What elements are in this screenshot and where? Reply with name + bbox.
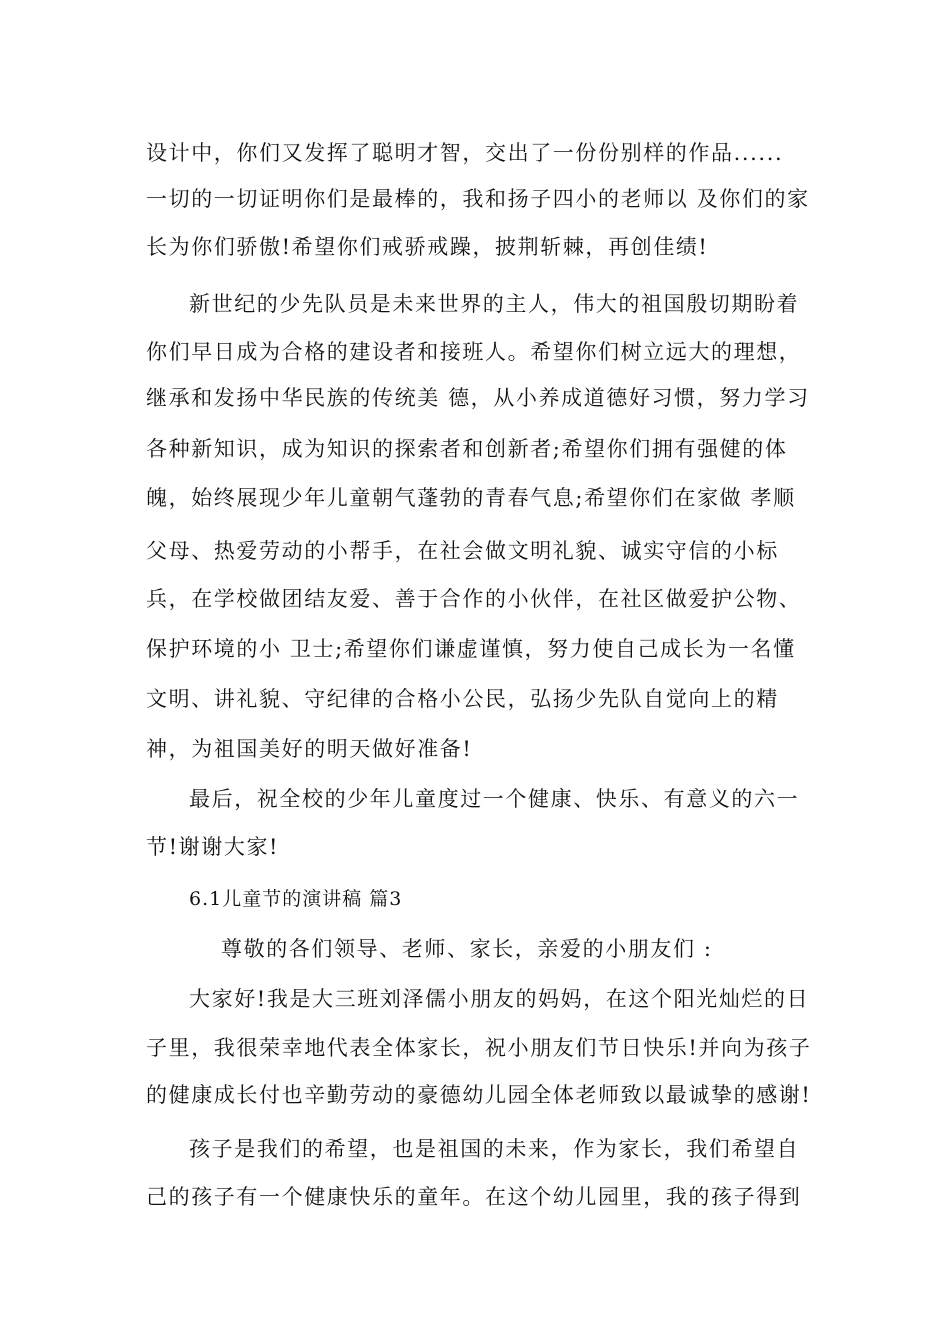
text-line: 各种新知识，成为知识的探索者和创新者;希望你们拥有强健的体 [146, 437, 788, 461]
text-line: 子里，我很荣幸地代表全体家长，祝小朋友们节日快乐!并向为孩子 [146, 1036, 812, 1060]
text-line: 继承和发扬中华民族的传统美 德，从小养成道德好习惯，努力学习 [146, 386, 810, 410]
text-line: 己的孩子有一个健康快乐的童年。在这个幼儿园里，我的孩子得到 [146, 1185, 802, 1209]
text-line: 节!谢谢大家! [146, 835, 280, 859]
text-line: 文明、讲礼貌、守纪律的合格小公民，弘扬少先队自觉向上的精 [146, 687, 779, 711]
text-line: 兵，在学校做团结友爱、善于合作的小伙伴，在社区做爱护公物、 [146, 587, 802, 611]
text-line: 长为你们骄傲!希望你们戒骄戒躁，披荆斩棘，再创佳绩! [146, 235, 709, 259]
text-line: 新世纪的少先队员是未来世界的主人，伟大的祖国殷切期盼着 [189, 292, 800, 316]
text-line: 设计中，你们又发挥了聪明才智，交出了一份份别样的作品...... [146, 141, 784, 165]
text-line: 大家好!我是大三班刘泽儒小朋友的妈妈，在这个阳光灿烂的日 [189, 987, 810, 1011]
text-line: 孩子是我们的希望，也是祖国的未来，作为家长，我们希望自 [189, 1137, 800, 1161]
text-line: 你们早日成为合格的建设者和接班人。希望你们树立远大的理想， [146, 340, 802, 364]
salutation-line: 尊敬的各们领导、老师、家长，亲爱的小朋友们 : [221, 937, 713, 961]
text-line: 一切的一切证明你们是最棒的，我和扬子四小的老师以 及你们的家 [146, 187, 810, 211]
text-line: 父母、热爱劳动的小帮手，在社会做文明礼貌、诚实守信的小标 [146, 539, 779, 563]
text-line: 神，为祖国美好的明天做好准备! [146, 737, 473, 761]
text-line: 魄，始终展现少年儿童朝气蓬勃的青春气息;希望你们在家做 孝顺 [146, 486, 796, 510]
text-line: 最后，祝全校的少年儿童度过一个健康、快乐、有意义的六一 [189, 787, 800, 811]
section-heading: 6.1儿童节的演讲稿 篇3 [189, 888, 403, 910]
text-line: 保护环境的小 卫士;希望你们谦虚谨慎，努力使自己成长为一名懂 [146, 637, 796, 661]
text-line: 的健康成长付也辛勤劳动的豪德幼儿园全体老师致以最诚挚的感谢! [146, 1083, 812, 1107]
